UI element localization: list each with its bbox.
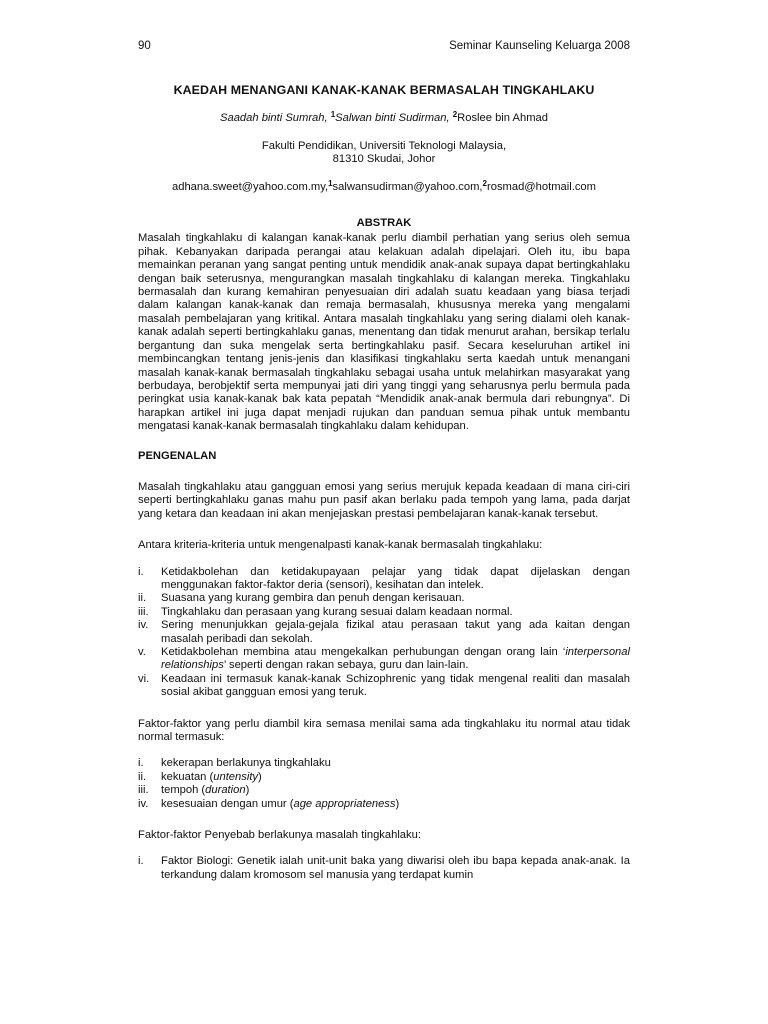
list-text-part: ’ seperti dengan rakan sebaya, guru dan lain-lain.	[223, 659, 469, 672]
list-text: Keadaan ini termasuk kanak-kanak Schizophrenic yang tidak mengenal realiti dan masalah sosial akibat gangguan emosi yang teruk.	[161, 672, 630, 699]
intro-paragraph-4: Faktor-faktor Penyebab berlakunya masalah tingkahlaku:	[138, 829, 421, 842]
list-item	[138, 646, 630, 673]
list-text-emphasis: interpersonal relationships	[161, 646, 630, 672]
list-text	[161, 757, 630, 770]
author-1: Saadah binti Sumrah,	[220, 112, 331, 125]
email-1: adhana.sweet@yahoo.com.my,	[172, 180, 329, 193]
abstract-heading: ABSTRAK	[356, 217, 412, 230]
email-3: rosmad@hotmail.com	[487, 180, 596, 193]
list-item	[138, 673, 630, 700]
list-item	[138, 757, 630, 770]
document-page	[138, 40, 630, 882]
list-item	[138, 619, 630, 646]
email-2: salwansudirman@yahoo.com,	[332, 180, 483, 193]
list-text: Tingkahlaku dan perasaan yang kurang sesuai dalam keadaan normal.	[161, 605, 513, 618]
author-2-superscript: 1	[330, 110, 336, 120]
list-text-part: kesesuaian dengan umur (	[161, 797, 294, 810]
criteria-list	[138, 566, 630, 700]
factors-list	[138, 757, 630, 811]
list-text-part: kekerapan berlakunya tingkahlaku	[161, 757, 331, 770]
email-2-superscript: 1	[328, 178, 333, 188]
list-number: i.	[138, 565, 144, 578]
list-text	[161, 784, 630, 797]
list-text-part: tempoh (	[161, 784, 206, 797]
intro-paragraph-1: Masalah tingkahlaku atau gangguan emosi yang serius merujuk kepada keadaan di mana ciri-ciri seperti bertingkahlaku ganas mahu pun pasif akan berlaku pada tempoh yang lama, pada darjat yang ketara dan keadaan ini akan menjejaskan prestasi pembelajaran kanak-kanak tersebut.	[138, 480, 630, 520]
section-heading-pengenalan: PENGENALAN	[138, 449, 217, 462]
intro-paragraph-3: Faktor-faktor yang perlu diambil kira semasa menilai sama ada tingkahlaku itu normal atau tidak normal termasuk:	[138, 717, 630, 744]
list-text-emphasis: age appropriateness	[293, 797, 396, 810]
list-number: ii.	[138, 770, 147, 783]
running-header	[138, 40, 630, 56]
list-item	[138, 566, 630, 593]
list-text-part: )	[395, 797, 400, 810]
list-number: iv.	[138, 797, 149, 810]
author-3: Roslee bin Ahmad	[457, 112, 548, 125]
abstract-text: Masalah tingkahlaku di kalangan kanak-kanak perlu diambil perhatian yang serius oleh semua pihak. Kebanyakan daripada perangai atau kelakuan adalah dipelajari. Oleh itu, ibu bapa memainkan peranan yang sangat penting untuk mendidik anak-anak supaya dapat bertingkahlaku dengan baik seterusnya, mengurangkan masalah tingkahlaku di kalangan mereka. Tingkahlaku bermasalah dan kurang kemahiran penyesuaian diri adalah suatu keadaan yang biasa terjadi dalam kalangan kanak-kanak dan remaja bermasalah, khususnya mereka yang mengalami masalah pembelajaran yang kritikal. Antara masalah tingkahlaku yang sering dialami oleh kanak-kanak adalah seperti bertingkahlaku ganas, menentang dan tidak menurut arahan, bersikap terlalu bergantung dan suka mengelak serta bertingkahlaku pasif. Secara keseluruhan artikel ini membincangkan tentang jenis-jenis dan klasifikasi tingkahlaku serta kaedah untuk menangani masalah kanak-kanak bermasalah tingkahlaku sebagai usaha untuk melahirkan masyarakat yang berbudaya, berobjektif serta mempunyai jati diri yang tinggi yang seharusnya perlu bermula pada peringkat usia kanak-kanak bak kata pepatah “Mendidik anak-anak bermula dari rebungnya”. Di harapkan artikel ini juga dapat menjadi rujukan dan panduan semua pihak untuk membantu mengatasi kanak-kanak bermasalah tingkahlaku dalam kehidupan.	[138, 232, 630, 433]
paper-title: KAEDAH MENANGANI KANAK-KANAK BERMASALAH TINGKAHLAKU	[173, 83, 595, 97]
list-number: iv.	[138, 619, 149, 632]
list-text-emphasis: untensity	[213, 770, 259, 783]
author-3-superscript: 2	[452, 110, 458, 120]
list-item	[138, 592, 630, 605]
list-item	[138, 784, 630, 797]
list-number: v.	[138, 646, 146, 658]
list-text-part: kekuatan (	[161, 770, 214, 783]
list-number: iii.	[138, 784, 149, 797]
affiliation-line-2: 81310 Skudai, Johor	[332, 153, 436, 166]
list-number: i.	[138, 757, 144, 770]
list-text: Sering menunjukkan gejala-gejala fizikal atau perasaan takut yang ada kaitan dengan masalah peribadi dan sekolah.	[161, 619, 630, 645]
affiliation-line-1: Fakulti Pendidikan, Universiti Teknologi Malaysia,	[261, 139, 507, 152]
list-item	[138, 855, 630, 882]
list-number: ii.	[138, 592, 147, 605]
author-line	[138, 112, 630, 125]
causes-list	[138, 855, 630, 882]
list-text-emphasis: duration	[205, 784, 246, 797]
email-line	[138, 178, 630, 194]
page-number: 90	[138, 40, 151, 52]
affiliation	[138, 140, 630, 167]
list-text	[161, 771, 630, 784]
author-2: Salwan binti Sudirman,	[335, 112, 453, 125]
list-text: Suasana yang kurang gembira dan penuh dengan kerisauan.	[161, 592, 465, 605]
list-item	[138, 606, 630, 619]
list-number: iii.	[138, 605, 149, 618]
intro-paragraph-2: Antara kriteria-kriteria untuk mengenalpasti kanak-kanak bermasalah tingkahlaku:	[138, 539, 543, 552]
list-text: Ketidakbolehan dan ketidakupayaan pelajar yang tidak dapat dijelaskan dengan menggunakan faktor-faktor deria (sensori), kesihatan dan intelek.	[161, 565, 630, 591]
list-text-part: )	[245, 784, 250, 797]
list-number: i.	[138, 855, 144, 868]
running-title: Seminar Kaunseling Keluarga 2008	[449, 40, 630, 52]
email-3-superscript: 2	[482, 178, 487, 188]
list-item	[138, 771, 630, 784]
list-text	[161, 798, 630, 811]
list-number: vi.	[138, 672, 150, 685]
list-text	[161, 646, 630, 673]
list-item	[138, 798, 630, 811]
list-text: Faktor Biologi: Genetik ialah unit-unit baka yang diwarisi oleh ibu bapa kepada anak-anak. Ia terkandung dalam kromosom sel manusia yang terdapat kumin	[161, 855, 630, 881]
list-text-part: )	[258, 770, 262, 783]
list-text-part: Ketidakbolehan membina atau mengekalkan perhubungan dengan orang lain ‘	[161, 646, 566, 658]
